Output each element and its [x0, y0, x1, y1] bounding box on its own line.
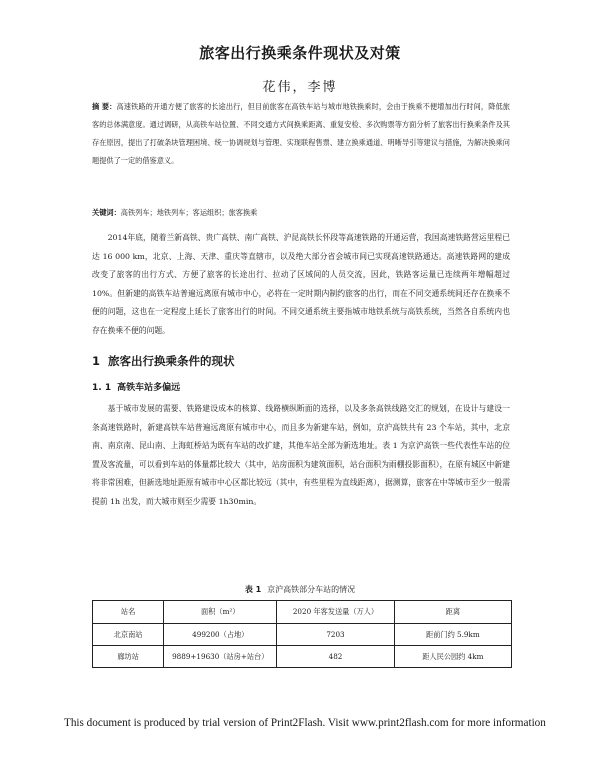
- table-header-cell: 距离: [394, 601, 511, 624]
- table-header-cell: 面积（m²）: [164, 601, 277, 624]
- intro-paragraph: [92, 229, 510, 340]
- table-cell: 距前门约 5.9km: [394, 624, 511, 646]
- trial-watermark-footer: This document is produced by trial version of Print2Flash. Visit www.print2flash.com for more information: [64, 717, 546, 729]
- table-header-row: [93, 601, 512, 624]
- table-number: 表 1: [244, 585, 262, 594]
- table-cell: 9889+19630（站房+站台）: [164, 646, 277, 668]
- table-row: [93, 624, 512, 646]
- keywords: [92, 207, 510, 219]
- table-caption: [0, 584, 600, 595]
- table-cell: 482: [277, 646, 394, 668]
- abstract: [92, 98, 510, 170]
- table-cell: 距人民公园约 4km: [394, 646, 511, 668]
- section-1-1-number: 1. 1: [92, 383, 112, 393]
- stations-table: [92, 600, 512, 668]
- table-cell: 7203: [277, 624, 394, 646]
- paper-title: 旅客出行换乘条件现状及对策: [199, 44, 401, 62]
- intro-text: 2014年底，随着兰新高铁、贵广高铁、南广高铁、沪昆高铁长怀段等高速铁路的开通运营，我国高速铁路营运里程已达 16 000 km，北京、上海、天津、重庆等直辖市，以及绝大部分省会城市间已实现高速铁路通达。高速铁路网的建成改变了旅客的出行方式、方便了旅客的长途出行、拉动了区域间的人员交流，因此，铁路客运量已连续两年增幅超过 10%。但新建的高铁车站普遍远离原有城市中心，必将在一定时期内制约旅客的出行，而在不同交通系统间还存在换乘不便的问题，这也在一定程度上延长了旅客出行的时间。不同交通系统主要指城市地铁系统与高铁系统，当然各自系统内也存在换乘不便的问题。: [92, 233, 510, 335]
- table-cell: 北京南站: [93, 624, 164, 646]
- keywords-label: 关键词：: [92, 208, 121, 217]
- table-cell: 499200（占地）: [164, 624, 277, 646]
- table-header-cell: 站名: [93, 601, 164, 624]
- section-1-number: 1: [92, 354, 101, 368]
- table-caption-text: 京沪高铁部分车站的情况: [267, 585, 356, 594]
- table-row: [93, 646, 512, 668]
- keywords-text: 高铁列车；地铁列车；客运组织；旅客换乘: [120, 208, 258, 217]
- section-1-1-title: 高铁车站多偏远: [117, 383, 181, 393]
- section-1-1-paragraph: [92, 400, 510, 511]
- abstract-text: 高速铁路的开通方便了旅客的长途出行，但目前旅客在高铁车站与城市地铁换乘时，会由于换乘不便增加出行时间，降低旅客的总体满意度。通过调研，从高铁车站位置、不同交通方式间换乘距离、重复安检、多次购票等方面分析了旅客出行换乘条件及其存在原因，提出了打破条块管理困境、统一协调规划与管理、实现联程售票、建立换乘通道、明晰导引等建议与措施，为解决换乘问题提供了一定的借鉴意义。: [92, 102, 510, 165]
- section-1-heading: [92, 353, 235, 369]
- paper-authors: 花伟，李博: [262, 80, 338, 95]
- table-cell: 廊坊站: [93, 646, 164, 668]
- section-1-1-heading: [92, 380, 180, 393]
- table-header-cell: 2020 年客发送量（万人）: [277, 601, 394, 624]
- abstract-label: 摘 要：: [92, 102, 117, 111]
- section-1-1-text: 基于城市发展的需要、铁路建设成本的核算、线路横纵断面的选择，以及多条高铁线路交汇的规划，在设计与建设一条高速铁路时，新建高铁车站普遍远离原有城市中心，而且多为新建车站，例如，京沪高铁共有 23 个车站，其中，北京南、南京南、昆山南、上海虹桥站为既有车站的改扩建，其他车站全部为新选地址。表 1 为京沪高铁一些代表性车站的位置及客流量，可以看到车站的体量都比较大（其中，站房面积为建筑面积，站台面积为雨棚投影面积），在原有城区中新建将非常困难，但新选地址距原有城市中心区都比较远（其中，有些里程为直线距离），据测算，旅客在中等城市至少一般需提前 1h 出发，而大城市则至少需要 1h30min。: [92, 404, 510, 506]
- section-1-title: 旅客出行换乘条件的现状: [108, 354, 235, 368]
